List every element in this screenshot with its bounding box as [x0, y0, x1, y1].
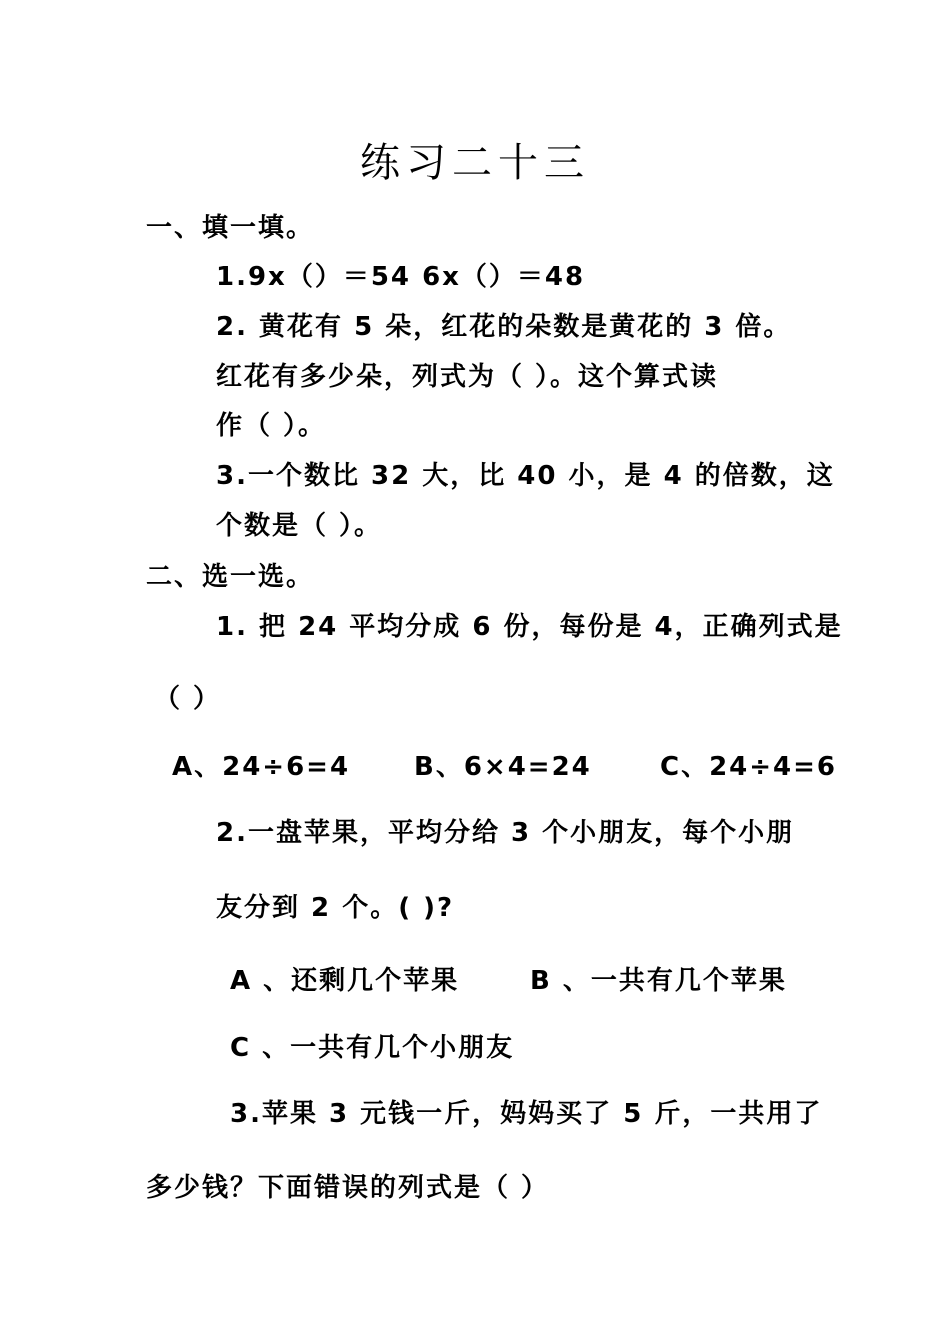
page-title: 练习二十三	[360, 140, 590, 186]
question-2-2-option-a: A 、还剩几个苹果	[230, 966, 460, 996]
question-2-2-line-2: 友分到 2 个。( )?	[216, 893, 455, 923]
question-1-1: 1.9x（）＝54 6x（）＝48	[216, 262, 586, 292]
question-1-3-line-2: 个数是（ ）。	[216, 511, 383, 541]
question-1-2-line-2: 红花有多少朵，列式为（ ）。这个算式读	[216, 362, 719, 392]
question-2-2-option-b: B 、一共有几个苹果	[530, 966, 787, 996]
question-2-2-option-c: C 、一共有几个小朋友	[230, 1033, 515, 1063]
question-2-3-line-1: 3.苹果 3 元钱一斤，妈妈买了 5 斤，一共用了	[230, 1099, 823, 1129]
section-2-heading: 二、选一选。	[146, 562, 315, 592]
section-1-heading: 一、填一填。	[146, 213, 315, 243]
question-2-1-option-b: B、6×4=24	[414, 752, 592, 782]
question-1-2-line-3: 作（ ）。	[216, 411, 327, 441]
question-2-1-option-a: A、24÷6=4	[172, 752, 351, 782]
question-2-3-line-2: 多少钱？下面错误的列式是（ ）	[146, 1173, 550, 1203]
question-1-2-line-1: 2. 黄花有 5 朵，红花的朵数是黄花的 3 倍。	[216, 312, 792, 342]
question-1-3-line-1: 3.一个数比 32 大，比 40 小，是 4 的倍数，这	[216, 461, 835, 491]
question-2-1-line-1: 1. 把 24 平均分成 6 份，每份是 4，正确列式是	[216, 612, 843, 642]
question-2-1-option-c: C、24÷4=6	[660, 752, 838, 782]
question-2-2-line-1: 2.一盘苹果，平均分给 3 个小朋友，每个小朋	[216, 818, 795, 848]
question-2-1-line-2: （ ）	[154, 684, 222, 714]
